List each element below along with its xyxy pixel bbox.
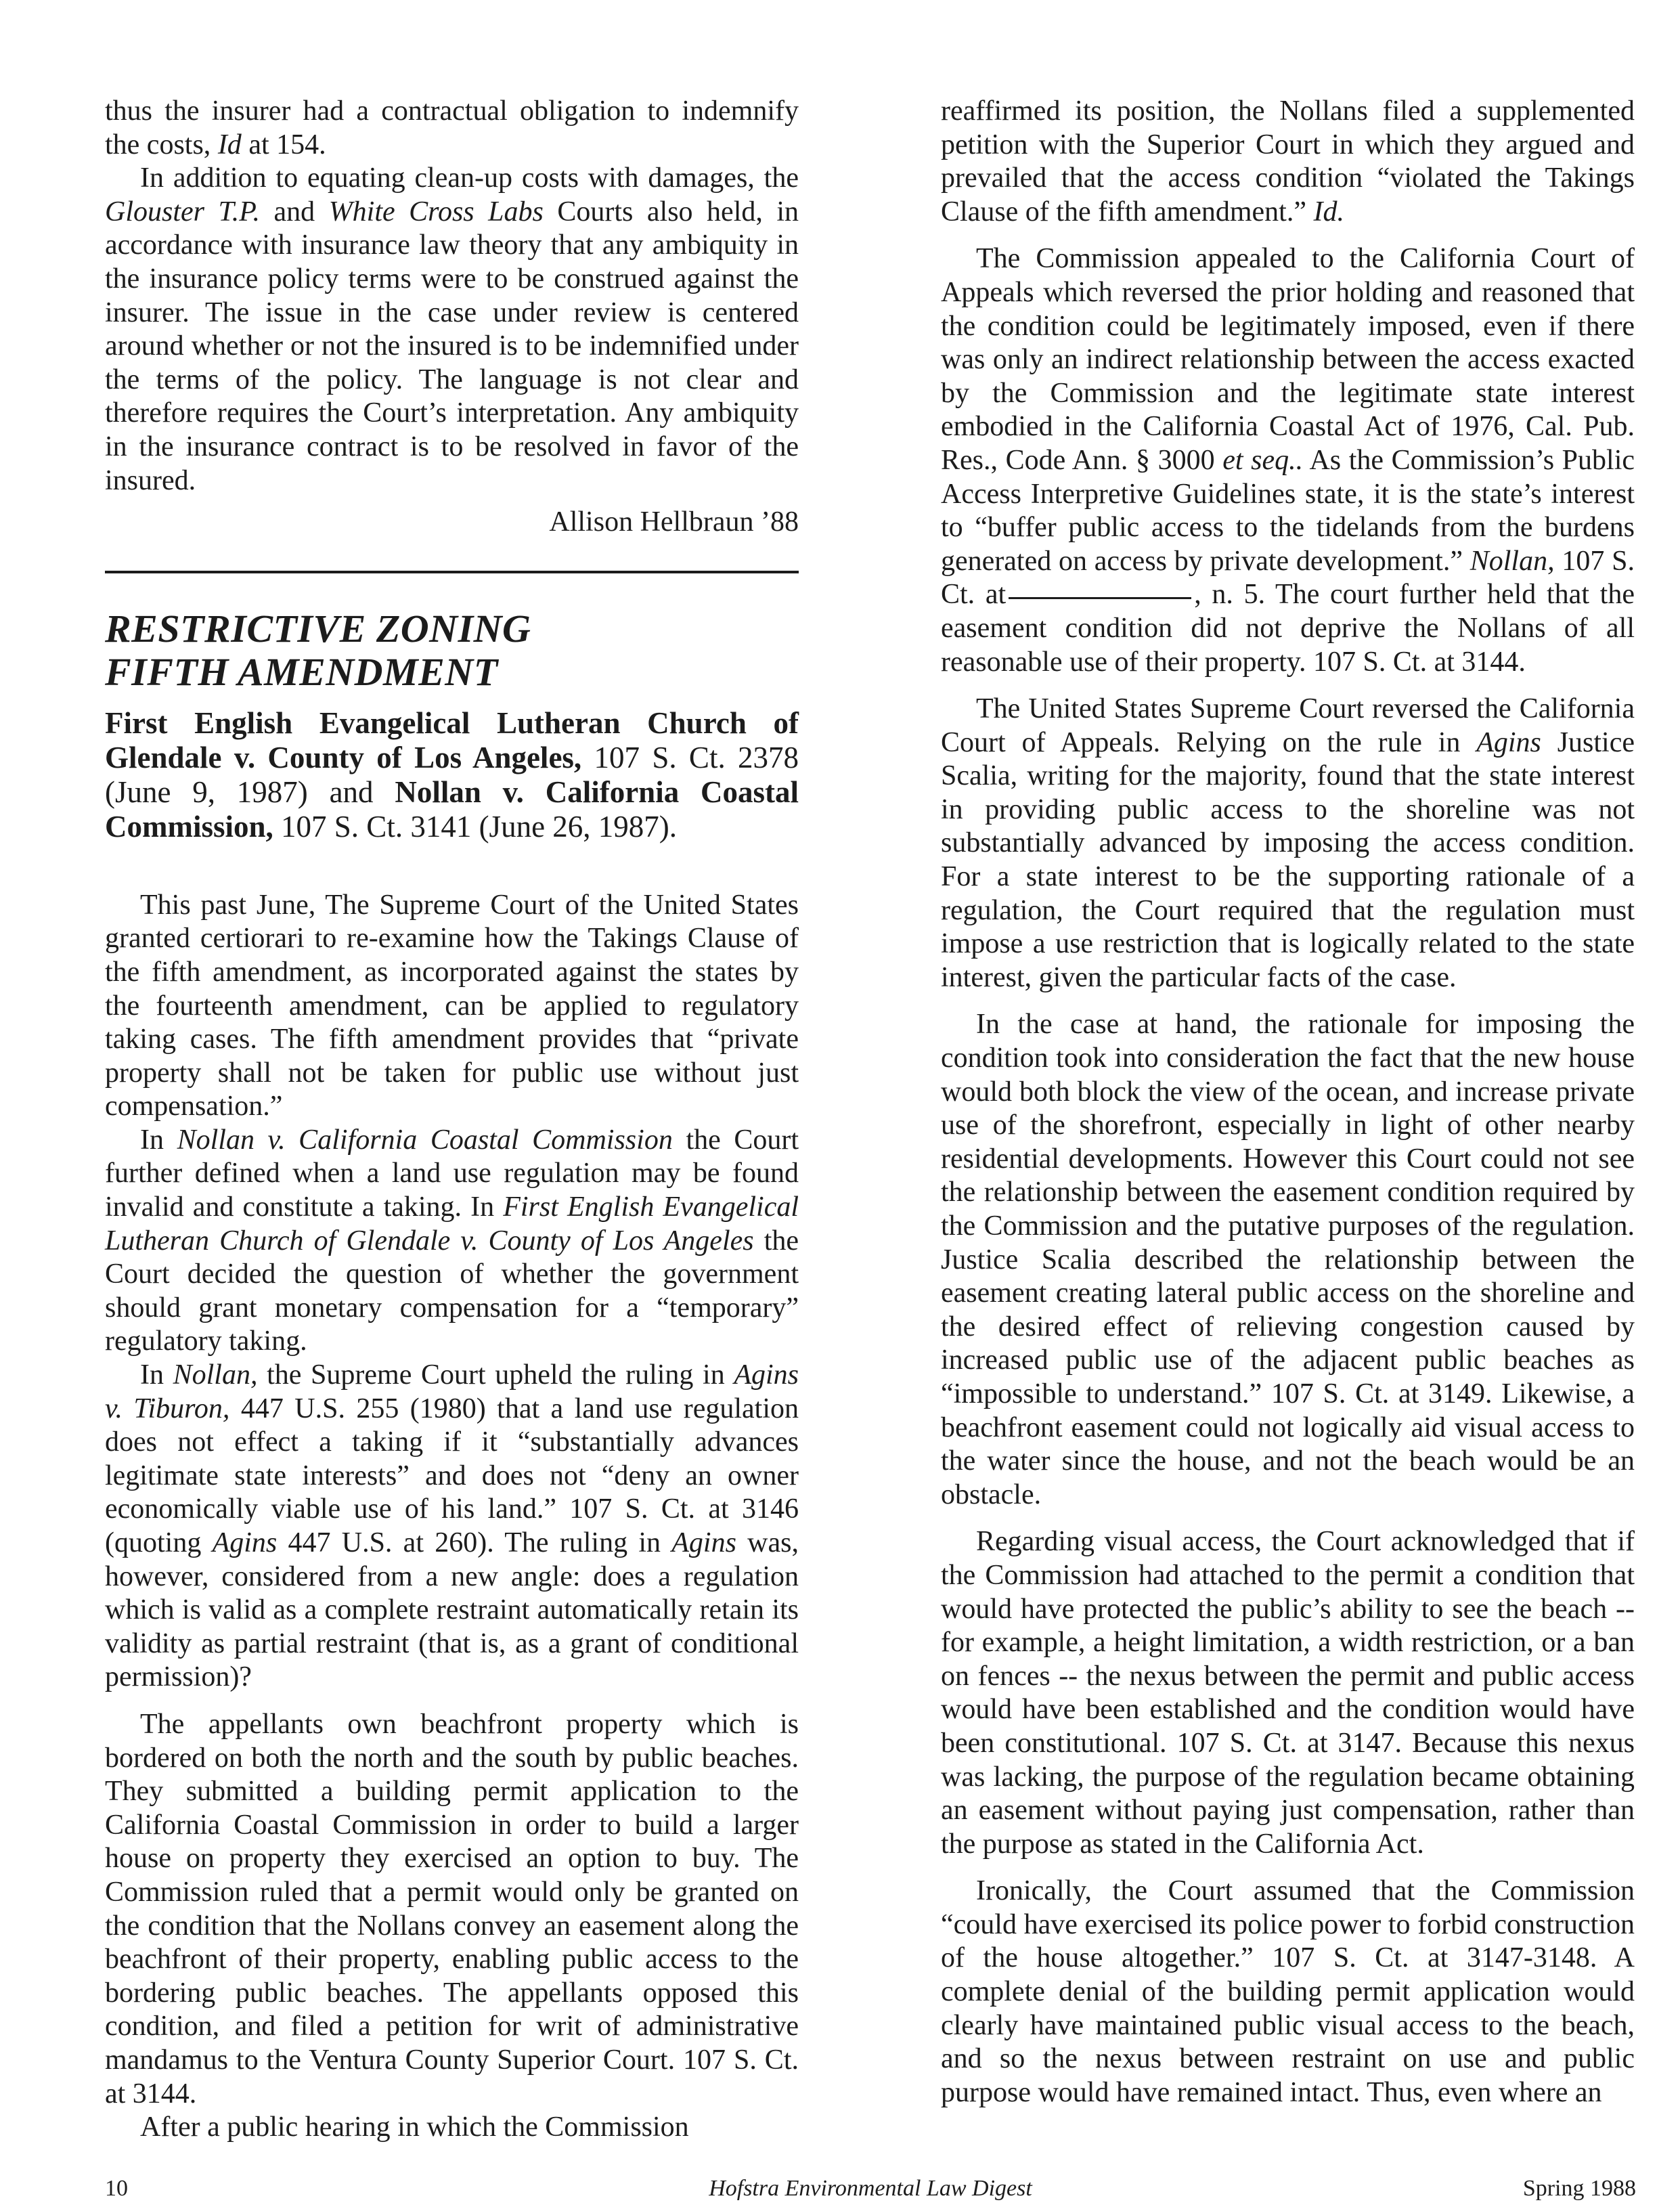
paragraph-reaffirmed: reaffirmed its position, the Nollans filed a supplemented petition with the Superior Court in which they argued and prevailed that the access condition “violated the Takings Clause of the fifth amendment.” Id. bbox=[941, 95, 1635, 227]
page-footer bbox=[105, 2172, 1636, 2206]
paragraph-appeal: The Commission appealed to the California Court of Appeals which reversed the prior holding and reasoned that the condition could be legitimately imposed, even if there was only an indirect relationship between the access exacted by the Commission and the legitimate state interest embodied in the California Coastal Act of 1976, Cal. Pub. Res., Code Ann. § 3000 et seq.. As the Commission’s Public Access Interpretive Guidelines state, it is the state’s interest to “buffer public access to the tidelands from the burdens generated on access by private development.” Nollan, 107 S. Ct. at , n. 5. The court further held that the easement condition did not deprive the Nollans of all reasonable use of their property. 107 S. Ct. at 3144. bbox=[941, 243, 1635, 678]
paragraph-reversal: The United States Supreme Court reversed the California Court of Appeals. Relying on the rule in Agins Justice Scalia, writing for the majority, found that the state interest in providing public access to the shoreline was not substantially advanced by imposing the access condition. For a state interest to be the supporting rationale of a regulation, the Court required that the regulation must impose a use restriction that is logically related to the state interest, given the particular facts of the case. bbox=[941, 693, 1635, 993]
case-citation: First English Evangelical Lutheran Church of Glendale v. County of Los Angeles, 107 S. Ct. 2378 (June 9, 1987) and Nollan v. California Coastal Commission, 107 S. Ct. 3141 (June 26, 1987). bbox=[105, 705, 799, 844]
paragraph-police-power: Ironically, the Court assumed that the Commission “could have exercised its police power to forbid construction of the house altogether.” 107 S. Ct. at 3147-3148. A complete denial of the building permit application would clearly have maintained public visual access to the beach, and so the nexus between restraint on use and public purpose would have remained intact. Thus, even where an bbox=[941, 1875, 1635, 2108]
paragraph-agins: In Nollan, the Supreme Court upheld the ruling in Agins v. Tiburon, 447 U.S. 255 (1980) that a land use regulation does not effect a taking if it “substantially advances legitimate state interests” and does not “deny an owner economically viable use of his land.” 107 S. Ct. at 3146 (quoting Agins 447 U.S. at 260). The ruling in Agins was, however, considered from a new angle: does a regulation which is valid as a complete restraint automatically retain its validity as partial restraint (that is, as a grant of conditional permission)? bbox=[105, 1359, 799, 1693]
section-heading: RESTRICTIVE ZONING FIFTH AMENDMENT bbox=[105, 606, 531, 694]
paragraph-continued: thus the insurer had a contractual obligation to indemnify the costs, Id at 154. bbox=[105, 95, 799, 160]
paragraph-appellants: The appellants own beachfront property which is bordered on both the north and the south by public beaches. They submitted a building permit application to the California Coastal Commission in order to build a larger house on property they exercised an option to buy. The Commission ruled that a permit would only be granted on the condition that the Nollans convey an easement along the beachfront of their property, enabling public access to the bordering public beaches. The appellants opposed this condition, and filed a petition for writ of administrative mandamus to the Ventura County Superior Court. 107 S. Ct. at 3144. bbox=[105, 1708, 799, 2109]
right-column bbox=[941, 95, 1635, 2109]
section-divider bbox=[105, 571, 799, 573]
issue-date: Spring 1988 bbox=[1522, 2176, 1636, 2201]
author-signature: Allison Hellbraun ’88 bbox=[549, 506, 799, 538]
paragraph-visual-access: Regarding visual access, the Court acknowledged that if the Commission had attached to the permit a condition that would have protected the public’s ability to see the beach -- for example, a height limitation, a width restriction, or a ban on fences -- the nexus between the permit and public access would have been established and the condition would have been constitutional. 107 S. Ct. at 3147. Because this nexus was lacking, the purpose of the regulation became obtaining an easement without paying just compensation, rather than the purpose as stated in the California Act. bbox=[941, 1526, 1635, 1860]
paragraph-ambiguity: In addition to equating clean-up costs with damages, the Glouster T.P. and White Cross Labs Courts also held, in accordance with insurance law theory that any ambiquity in the insurance policy terms were to be construed against the insurer. The issue in the case under review is centered around whether or not the insured is to be indemnified under the terms of the policy. The language is not clear and therefore requires the Court’s interpretation. Any ambiquity in the insurance contract is to be resolved in favor of the insured. bbox=[105, 162, 799, 496]
page-number: 10 bbox=[105, 2176, 128, 2201]
paragraph-intro: This past June, The Supreme Court of the United States granted certiorari to re-examine how the Takings Clause of the fifth amendment, as incorporated against the states by the fourteenth amendment, can be applied to regulatory taking cases. The fifth amendment provides that “private property shall not be taken for public use without just compensation.” bbox=[105, 889, 799, 1122]
paragraph-rationale: In the case at hand, the rationale for imposing the condition took into consideration the fact that the new house would both block the view of the ocean, and increase private use of the shorefront, especially in light of other nearby residential developments. However this Court could not see the relationship between the easement condition required by the Commission and the putative purposes of the regulation. Justice Scalia described the relationship between the easement creating lateral public access on the shoreline and the desired effect of relieving congestion caused by increased public use of the adjacent public beaches as “impossible to understand.” 107 S. Ct. at 3149. Likewise, a beachfront easement could not logically aid visual access to the water since the house, and not the beach would be an obstacle. bbox=[941, 1009, 1635, 1510]
paragraph-hearing: After a public hearing in which the Commission bbox=[140, 2112, 689, 2143]
citation-blank bbox=[1009, 597, 1191, 599]
paragraph-cases: In Nollan v. California Coastal Commission the Court further defined when a land use regulation may be found invalid and constitute a taking. In First English Evangelical Lutheran Church of Glendale v. County of Los Angeles the Court decided the question of whether the government should grant monetary compensation for a “temporary” regulatory taking. bbox=[105, 1124, 799, 1357]
publication-title: Hofstra Environmental Law Digest bbox=[709, 2176, 1032, 2201]
left-column bbox=[105, 95, 799, 2145]
